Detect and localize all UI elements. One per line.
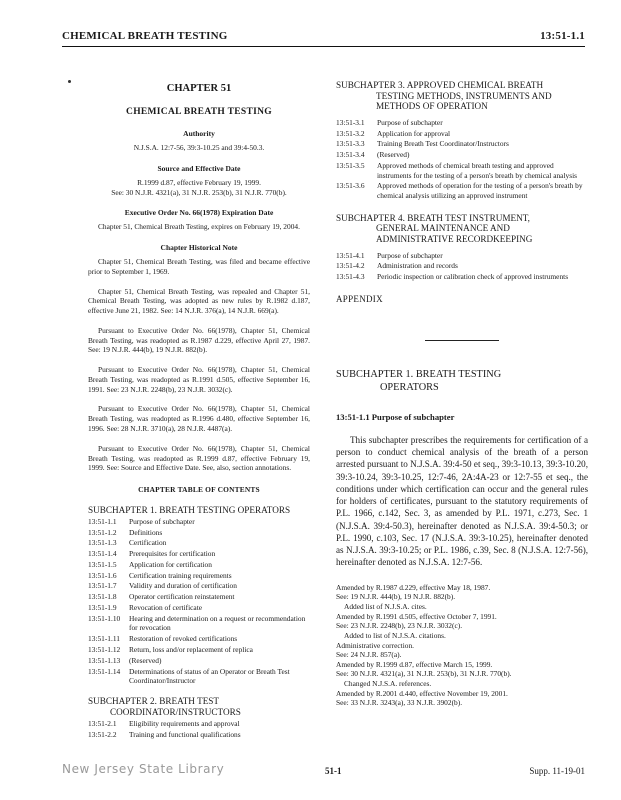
history-line: Amended by R.2001 d.440, effective November 19, 2001. <box>336 688 508 698</box>
toc-entry[interactable] <box>88 528 310 538</box>
toc-entry-title: Application for certification <box>129 559 212 569</box>
toc-entry-number: 13:51-1.3 <box>88 538 117 548</box>
toc-entry-title: Administration and records <box>377 261 458 271</box>
history-line: Added list of N.J.S.A. cites. <box>344 602 427 611</box>
toc-entry-title: Application for approval <box>377 128 451 138</box>
toc-entry-number: 13:51-4.2 <box>336 261 365 271</box>
toc-entry-title: Definitions <box>129 527 163 537</box>
toc-entry-title: Revocation of certificate <box>129 602 203 612</box>
toc-subchapter-4-line-1: SUBCHAPTER 4. BREATH TEST INSTRUMENT, <box>336 212 530 223</box>
toc-entry-number: 13:51-2.2 <box>88 729 117 739</box>
toc-entry-title: Restoration of revoked certifications <box>129 634 238 644</box>
source-line-2: See: 30 N.J.R. 4321(a), 31 N.J.R. 253(b), 31 N.J.R. 770(b). <box>111 187 287 197</box>
toc-entry-title: Approved methods of operation for the testing of a person's breath by chemical analysis utilizing an approved instrument <box>377 181 583 201</box>
toc-entry-number: 13:51-1.8 <box>88 592 117 602</box>
right-column <box>336 80 588 708</box>
historical-note-para: Chapter 51, Chemical Breath Testing, was repealed and Chapter 51, Chemical Breath Testing, was adopted as new rules by R.1982 d.187, effective June 21, 1982. See: 14 N.J.R. 376(a), 14 N.J.R. 669(a). <box>88 286 310 316</box>
toc-entry-number: 13:51-3.5 <box>336 160 365 170</box>
toc-entry[interactable] <box>88 645 310 655</box>
toc-entry-number: 13:51-1.6 <box>88 570 117 580</box>
toc-entry-title: Certification <box>129 538 167 548</box>
margin-mark <box>68 80 71 83</box>
toc-subchapter-2-line-2: COORDINATOR/INSTRUCTORS <box>110 707 241 718</box>
toc-entry[interactable] <box>336 181 588 201</box>
toc-entry-title: Training and functional qualifications <box>129 729 241 739</box>
toc-entry[interactable] <box>336 251 588 261</box>
page-number: 51-1 <box>325 766 342 776</box>
toc-entry-title: Purpose of subchapter <box>129 516 195 526</box>
toc-entry-title: Eligibility requirements and approval <box>129 719 240 729</box>
toc-entry[interactable] <box>88 581 310 591</box>
historical-note-para: Chapter 51, Chemical Breath Testing, was filed and became effective prior to September 1, 1969. <box>88 257 310 276</box>
historical-note-para: Pursuant to Executive Order No. 66(1978), Chapter 51, Chemical Breath Testing, was readopted as R.1987 d.229, effective April 27, 1987. See: 19 N.J.R. 444(b), 19 N.J.R. 882(b). <box>88 325 310 355</box>
toc-entry-title: Operator certification reinstatement <box>129 592 235 602</box>
toc-entry[interactable] <box>336 129 588 139</box>
toc-entry-title: Periodic inspection or calibration check of approved instruments <box>377 272 569 282</box>
toc-entry[interactable] <box>88 560 310 570</box>
history-line: Amended by R.1991 d.505, effective October 7, 1991. <box>336 611 497 621</box>
historical-note-para: Pursuant to Executive Order No. 66(1978), Chapter 51, Chemical Breath Testing, was readopted as R.1991 d.505, effective September 16, 1991. See: 23 N.J.R. 2248(b), 23 N.J.R. 3032(c). <box>88 365 310 394</box>
toc-subchapter-1-line-1: SUBCHAPTER 1. BREATH TESTING OPERATORS <box>88 504 291 515</box>
history-line: Changed N.J.S.A. references. <box>344 679 432 688</box>
toc-entry-number: 13:51-1.7 <box>88 581 117 591</box>
toc-entry[interactable] <box>336 139 588 149</box>
section-history <box>336 583 588 708</box>
chapter-number: CHAPTER 51 <box>166 83 232 94</box>
toc-entry-title: Validity and duration of certification <box>129 581 237 591</box>
toc-entry[interactable] <box>88 634 310 644</box>
historical-note-para: Pursuant to Executive Order No. 66(1978), Chapter 51, Chemical Breath Testing, was readopted as R.1999 d.87, effective February 19, 1999. See: Source and Effective Date. See, also, section annotations. <box>88 443 310 473</box>
toc-subchapter-1-heading[interactable] <box>88 505 310 516</box>
toc-entry-number: 13:51-1.5 <box>88 559 117 569</box>
subchapter-1-line-1: SUBCHAPTER 1. BREATH TESTING <box>336 368 502 380</box>
authority-heading: Authority <box>183 129 215 139</box>
section-divider <box>425 340 499 341</box>
toc-subchapter-3-line-2: TESTING METHODS, INSTRUMENTS AND <box>376 90 552 101</box>
toc-subchapter-1-list <box>88 517 310 686</box>
toc-entry[interactable] <box>88 538 310 548</box>
toc-subchapter-3-list <box>336 118 588 201</box>
toc-entry[interactable] <box>336 272 588 282</box>
toc-entry-title: Purpose of subchapter <box>377 117 443 127</box>
toc-entry-number: 13:51-1.12 <box>88 645 121 655</box>
subchapter-1-heading <box>336 369 588 395</box>
running-header <box>62 30 585 46</box>
toc-subchapter-4-line-3: ADMINISTRATIVE RECORDKEEPING <box>376 234 533 245</box>
toc-entry[interactable] <box>88 571 310 581</box>
toc-entry[interactable] <box>88 667 310 687</box>
toc-entry-number: 13:51-4.3 <box>336 272 365 282</box>
historical-note-heading: Chapter Historical Note <box>160 243 238 253</box>
toc-subchapter-3-line-3: METHODS OF OPERATION <box>376 101 488 112</box>
toc-subchapter-2-heading[interactable] <box>88 696 310 718</box>
section-heading: 13:51-1.1 Purpose of subchapter <box>336 412 455 423</box>
toc-entry-number: 13:51-1.2 <box>88 527 117 537</box>
history-line: See: 24 N.J.R. 857(a). <box>336 650 402 660</box>
toc-entry-number: 13:51-1.9 <box>88 602 117 612</box>
header-rule <box>62 46 585 47</box>
history-line: See: 23 N.J.R. 2248(b), 23 N.J.R. 3032(c). <box>336 621 463 631</box>
toc-entry-title: Approved methods of chemical breath testing and approved instruments for the testing of a person's breath by chemical analysis <box>377 160 578 180</box>
toc-entry[interactable] <box>88 614 310 634</box>
toc-entry-title: Prerequisites for certification <box>129 549 216 559</box>
left-column <box>88 80 310 740</box>
history-line: See: 33 N.J.R. 3243(a), 33 N.J.R. 3902(b). <box>336 698 463 708</box>
history-line: Added to list of N.J.S.A. citations. <box>344 630 446 640</box>
toc-entry[interactable] <box>88 549 310 559</box>
toc-entry[interactable] <box>88 730 310 740</box>
library-watermark: New Jersey State Library <box>62 762 225 776</box>
toc-entry[interactable] <box>88 517 310 527</box>
subchapter-1-line-2: OPERATORS <box>380 381 439 393</box>
toc-entry-number: 13:51-3.4 <box>336 150 365 160</box>
page-footer <box>62 764 585 784</box>
toc-entry-number: 13:51-1.10 <box>88 613 121 623</box>
toc-subchapter-4-list <box>336 251 588 282</box>
toc-subchapter-3-line-1: SUBCHAPTER 3. APPROVED CHEMICAL BREATH <box>336 80 544 90</box>
toc-subchapter-4-heading[interactable] <box>336 213 588 245</box>
eo-heading: Executive Order No. 66(1978) Expiration Date <box>124 208 274 218</box>
toc-subchapter-2-list <box>88 719 310 740</box>
toc-entry-title: Determinations of status of an Operator or Breath Test Coordinator/Instructor <box>129 666 290 686</box>
toc-entry-number: 13:51-2.1 <box>88 719 117 729</box>
history-line: See: 19 N.J.R. 444(b), 19 N.J.R. 882(b). <box>336 592 456 602</box>
history-line: Amended by R.1999 d.87, effective March 15, 1999. <box>336 659 493 669</box>
source-line-1: R.1999 d.87, effective February 19, 1999. <box>137 177 261 187</box>
eo-text: Chapter 51, Chemical Breath Testing, expires on February 19, 2004. <box>98 222 300 232</box>
toc-entry[interactable] <box>88 603 310 613</box>
toc-subchapter-2-line-1: SUBCHAPTER 2. BREATH TEST <box>88 696 220 707</box>
toc-subchapter-3-heading[interactable] <box>336 80 588 112</box>
history-line: See: 30 N.J.R. 4321(a), 31 N.J.R. 253(b), 31 N.J.R. 770(b). <box>336 669 512 679</box>
toc-entry[interactable] <box>336 161 588 181</box>
historical-note-para: Pursuant to Executive Order No. 66(1978), Chapter 51, Chemical Breath Testing, was readopted as R.1996 d.480, effective September 16, 1996. See: 28 N.J.R. 3710(a), 28 N.J.R. 4487(a). <box>88 404 310 433</box>
toc-entry-number: 13:51-3.3 <box>336 139 365 149</box>
authority-text: N.J.S.A. 12:7-56, 39:3-10.25 and 39:4-50.3. <box>133 143 265 153</box>
toc-entry-number: 13:51-1.14 <box>88 666 121 676</box>
toc-entry-number: 13:51-1.1 <box>88 516 117 526</box>
toc-title: CHAPTER TABLE OF CONTENTS <box>138 485 260 495</box>
toc-entry[interactable] <box>88 592 310 602</box>
toc-entry[interactable] <box>88 719 310 729</box>
toc-entry-number: 13:51-1.11 <box>88 634 120 644</box>
toc-entry-number: 13:51-3.2 <box>336 128 365 138</box>
chapter-title: CHEMICAL BREATH TESTING <box>126 106 272 117</box>
history-line: Amended by R.1987 d.229, effective May 18, 1987. <box>336 582 491 592</box>
source-heading: Source and Effective Date <box>157 164 241 174</box>
toc-entry[interactable] <box>336 261 588 271</box>
toc-entry-number: 13:51-3.1 <box>336 117 365 127</box>
toc-entry-number: 13:51-1.13 <box>88 655 121 665</box>
toc-entry-title: Training Breath Test Coordinator/Instructors <box>377 139 509 149</box>
header-title: CHEMICAL BREATH TESTING <box>62 30 228 42</box>
toc-entry[interactable] <box>88 656 310 666</box>
header-section-number: 13:51-1.1 <box>540 30 585 42</box>
history-line: Administrative correction. <box>336 640 414 650</box>
toc-entry-number: 13:51-3.6 <box>336 181 365 191</box>
toc-entry-number: 13:51-4.1 <box>336 250 365 260</box>
toc-entry-title: Hearing and determination on a request or recommendation for revocation <box>129 613 306 633</box>
toc-appendix[interactable]: APPENDIX <box>336 293 383 304</box>
toc-entry-number: 13:51-1.4 <box>88 549 117 559</box>
toc-entry-title: Purpose of subchapter <box>377 250 443 260</box>
toc-entry[interactable] <box>336 150 588 160</box>
toc-entry[interactable] <box>336 118 588 128</box>
toc-entry-title: (Reserved) <box>377 150 410 160</box>
toc-subchapter-4-line-2: GENERAL MAINTENANCE AND <box>376 223 510 234</box>
toc-entry-title: Return, loss and/or replacement of replica <box>129 645 253 655</box>
toc-entry-title: (Reserved) <box>129 655 162 665</box>
supplement-date: Supp. 11-19-01 <box>529 766 585 776</box>
section-body: This subchapter prescribes the requirements for certification of a person to conduct chemical analysis of the breath of a person arrested pursuant to N.J.S.A. 39:4-50 et seq., 39:3-10.13, 39:3-10.20, 39:3-10.24, 39:3-10.25, 12:7-46, 2A:4A-23 or 12:7-55 et seq., the conditions under which certification can occur and the general rules for holders of certificates, pursuant to the statutory requirements of P.L. 1966, c.142, Sec. 3, as amended by P.L. 1971, c.273, Sec. 1 (N.J.S.A. 39:4-50.3), hereinafter denoted as N.J.S.A. 39:4-50.3; or P.L. 1990, c.103, Sec. 17 (N.J.S.A. 39:3-10.25), hereinafter denoted as N.J.S.A. 39:3-10.25; or P.L. 1986, c.39, Sec. 8 (N.J.S.A. 12:7-56), hereinafter denoted as N.J.S.A. 12:7-56. <box>336 434 588 568</box>
toc-entry-title: Certification training requirements <box>129 570 232 580</box>
